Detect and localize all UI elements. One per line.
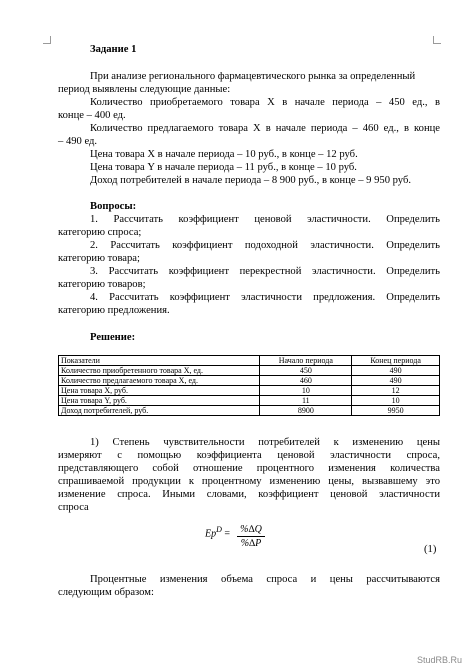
table-row: [59, 366, 440, 376]
intro-line-1: При анализе регионального фармацевтического рынка за определенный: [90, 71, 416, 82]
paragraph-2-line-2: следующим образом:: [58, 587, 154, 598]
paragraph-1-line-5: изменение спроса. Иными словами, коэффициент ценовой эластичности: [58, 489, 440, 500]
formula-equals: =: [224, 528, 231, 540]
table-cell: Количество предлагаемого товара X, ед.: [59, 376, 260, 386]
intro-line-2: период выявлены следующие данные:: [58, 84, 231, 95]
question-3-line-2: категорию товаров;: [58, 279, 146, 290]
formula-numerator: %∆Q: [240, 524, 262, 535]
table-header-cell: Начало периода: [260, 356, 352, 366]
paragraph-1-line-6: спроса: [58, 502, 89, 513]
fact-5: Доход потребителей в начале периода – 8 900 руб., в конце – 9 950 руб.: [90, 175, 411, 186]
fact-3: Цена товара X в начале периода – 10 руб., в конце – 12 руб.: [90, 149, 358, 160]
fraction-bar: [237, 536, 265, 537]
question-4-line-2: категорию предложения.: [58, 305, 170, 316]
formula-number: (1): [424, 544, 437, 555]
question-1-line-2: категорию спроса;: [58, 227, 142, 238]
table-header-cell: Показатели: [59, 356, 260, 366]
table-row: [59, 376, 440, 386]
table-cell: 8900: [260, 406, 352, 416]
formula-fraction: [237, 524, 265, 549]
table-cell: 9950: [352, 406, 440, 416]
solution-title: Решение:: [90, 332, 136, 343]
margin-corner-top-right: [433, 36, 441, 44]
table-cell: 490: [352, 366, 440, 376]
table-cell: Цена товара X, руб.: [59, 386, 260, 396]
formula-lhs-superscript: D: [216, 525, 222, 534]
margin-corner-top-left: [43, 36, 51, 44]
question-2-line-1: 2. Рассчитать коэффициент подоходной эластичности. Определить: [90, 240, 440, 251]
table-cell: 12: [352, 386, 440, 396]
fact-4: Цена товара Y в начале периода – 11 руб., в конце – 10 руб.: [90, 162, 357, 173]
table-cell: 10: [352, 396, 440, 406]
table-row: [59, 386, 440, 396]
fact-1-line-2: конце – 400 ед.: [58, 110, 126, 121]
table-cell: 450: [260, 366, 352, 376]
paragraph-2-line-1: Процентные изменения объема спроса и цены рассчитываются: [90, 574, 440, 585]
formula-denominator: %∆P: [240, 538, 262, 549]
table-cell: 10: [260, 386, 352, 396]
watermark: StudRB.Ru: [416, 655, 462, 665]
questions-title: Вопросы:: [90, 201, 137, 212]
table-cell: Количество приобретенного товара X, ед.: [59, 366, 260, 376]
table-row: [59, 396, 440, 406]
question-4-line-1: 4. Рассчитать коэффициент эластичности предложения. Определить: [90, 292, 440, 303]
table-cell: 490: [352, 376, 440, 386]
question-2-line-2: категорию товара;: [58, 253, 140, 264]
fact-2-line-2: – 490 ед.: [58, 136, 98, 147]
paragraph-1-line-1: 1) Степень чувствительности потребителей к изменению цены: [90, 437, 440, 448]
table-cell: Цена товара Y, руб.: [59, 396, 260, 406]
paragraph-1-line-3: представляющего собой отношение процентного изменения количества: [58, 463, 440, 474]
table-header-cell: Конец периода: [352, 356, 440, 366]
formula-lhs-symbol: Ep: [205, 528, 217, 540]
paragraph-1-line-2: измеряют с помощью коэффициента ценовой эластичности спроса,: [58, 450, 440, 461]
formula-lhs: [205, 525, 230, 539]
question-3-line-1: 3. Рассчитать коэффициент перекрестной эластичности. Определить: [90, 266, 440, 277]
question-1-line-1: 1. Рассчитать коэффициент ценовой эластичности. Определить: [90, 214, 440, 225]
fact-1-line-1: Количество приобретаемого товара X в начале периода – 450 ед., в: [90, 97, 440, 108]
task-title: Задание 1: [90, 44, 137, 55]
table-cell: Доход потребителей, руб.: [59, 406, 260, 416]
table-cell: 11: [260, 396, 352, 406]
paragraph-1-line-4: спрашиваемой продукции к процентному изменению цены, вызвавшему это: [58, 476, 440, 487]
table-header-row: [59, 356, 440, 366]
table-row: [59, 406, 440, 416]
table-cell: 460: [260, 376, 352, 386]
fact-2-line-1: Количество предлагаемого товара X в начале периода – 460 ед., в конце: [90, 123, 440, 134]
data-table: [58, 355, 440, 416]
